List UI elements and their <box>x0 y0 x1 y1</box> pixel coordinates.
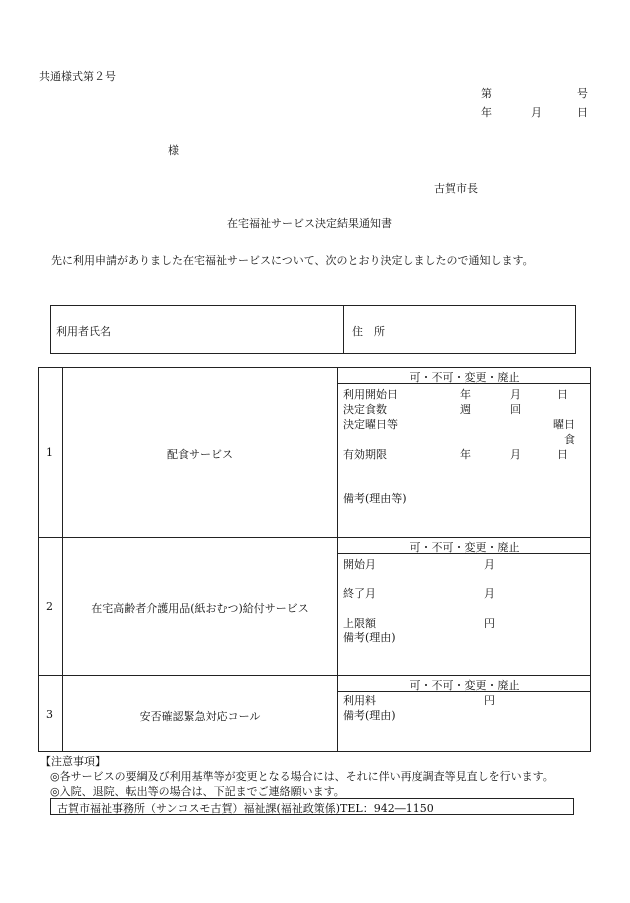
user-info-box <box>50 305 576 354</box>
service-1-validity-label: 有効期限 <box>343 448 387 461</box>
service-1-meals-week: 週 <box>460 403 471 416</box>
notes-heading: 【注意事項】 <box>40 755 106 768</box>
col-divider-detail <box>337 367 338 752</box>
service-2-no: 2 <box>46 600 53 613</box>
user-name-label: 利用者氏名 <box>56 325 111 338</box>
document-title: 在宅福祉サービス決定結果通知書 <box>227 217 392 230</box>
service-3-remarks-label: 備考(理由) <box>343 709 396 722</box>
service-3-no: 3 <box>46 708 53 721</box>
service-1-validity-year: 年 <box>460 448 471 461</box>
service-2-limit-unit: 円 <box>484 617 495 630</box>
date-month: 月 <box>531 106 542 119</box>
services-table <box>38 367 591 752</box>
address-label: 住 所 <box>352 325 385 338</box>
service-2-start-unit: 月 <box>484 558 495 571</box>
service-2-remarks-label: 備考(理由) <box>343 631 396 644</box>
service-1-start-month: 月 <box>510 388 521 401</box>
doc-number-prefix: 第 <box>481 87 492 100</box>
service-3-fee-label: 利用料 <box>343 694 376 707</box>
service-1-meals-label: 決定食数 <box>343 403 387 416</box>
service-2-end-label: 終了月 <box>343 587 376 600</box>
date-year: 年 <box>481 106 492 119</box>
intro-text: 先に利用申請がありました在宅福祉サービスについて、次のとおり決定しましたので通知します。 <box>51 254 534 267</box>
contact-text: 古賀市福祉事務所（サンコスモ古賀）福祉課(福祉政策係)TEL：942―1150 <box>57 802 434 815</box>
col-divider-no <box>62 367 63 752</box>
service-1-name: 配食サービス <box>167 448 233 461</box>
service-3-name: 安否確認緊急対応コール <box>139 710 261 723</box>
service-1-status: 可・不可・変更・廃止 <box>409 371 520 384</box>
recipient-honorific: 様 <box>168 144 179 157</box>
service-2-name: 在宅高齢者介護用品(紙おむつ)給付サービス <box>91 602 309 615</box>
service-1-meals-times: 回 <box>510 403 521 416</box>
sender: 古賀市長 <box>434 182 478 195</box>
notes-item-2: ◎入院、退院、転出等の場合は、下記までご連絡願います。 <box>50 785 345 798</box>
service-1-start-label: 利用開始日 <box>343 388 398 401</box>
service-1-validity-day: 日 <box>557 448 568 461</box>
service-3-fee-unit: 円 <box>484 694 495 707</box>
doc-number-suffix: 号 <box>577 87 588 100</box>
service-2-end-unit: 月 <box>484 587 495 600</box>
service-1-validity-month: 月 <box>510 448 521 461</box>
service-2-status: 可・不可・変更・廃止 <box>409 541 520 554</box>
service-1-weekday-label: 決定曜日等 <box>343 418 398 431</box>
service-1-start-day: 日 <box>557 388 568 401</box>
row-divider-1 <box>38 537 591 538</box>
date-day: 日 <box>577 106 588 119</box>
service-3-status: 可・不可・変更・廃止 <box>409 679 520 692</box>
form-number: 共通様式第２号 <box>39 70 116 83</box>
service-2-start-label: 開始月 <box>343 558 376 571</box>
service-1-meal-unit: 食 <box>564 433 575 446</box>
service-1-weekday-unit: 曜日 <box>553 418 575 431</box>
service-1-start-year: 年 <box>460 388 471 401</box>
service-2-limit-label: 上限額 <box>343 617 376 630</box>
notes-item-1: ◎各サービスの要綱及び利用基準等が変更となる場合には、それに伴い再度調査等見直しを行います。 <box>50 770 554 783</box>
user-info-divider <box>343 305 344 354</box>
service-1-remarks-label: 備考(理由等) <box>343 492 407 505</box>
service-1-no: 1 <box>46 446 53 459</box>
row-divider-2 <box>38 675 591 676</box>
